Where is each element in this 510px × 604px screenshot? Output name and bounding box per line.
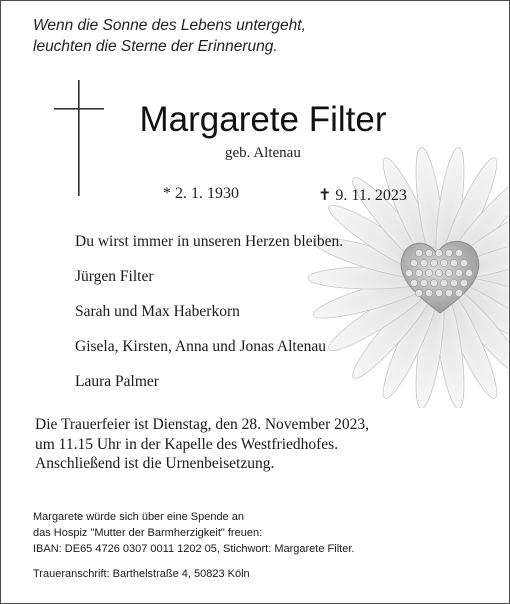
- floret: [440, 259, 447, 266]
- mourner-4: Laura Palmer: [75, 373, 159, 390]
- floret: [435, 249, 442, 256]
- floret: [425, 269, 432, 276]
- floret: [445, 289, 452, 296]
- floret: [445, 269, 452, 276]
- floret: [430, 279, 437, 286]
- floret: [455, 269, 462, 276]
- floret: [435, 289, 442, 296]
- floret: [465, 269, 472, 276]
- floret: [420, 279, 427, 286]
- birth-date: * 2. 1. 1930: [163, 185, 239, 202]
- floret: [435, 269, 442, 276]
- floret: [415, 249, 422, 256]
- floret: [415, 269, 422, 276]
- floret: [410, 279, 417, 286]
- motto-line-2: leuchten die Sterne der Erinnerung.: [33, 38, 278, 55]
- mourner-2: Sarah und Max Haberkorn: [75, 303, 240, 320]
- floret: [440, 279, 447, 286]
- floret: [450, 259, 457, 266]
- donation-info: [33, 509, 354, 557]
- floret: [445, 249, 452, 256]
- mourning-address: Traueranschrift: Barthelstraße 4, 50823 Köln: [33, 568, 250, 580]
- floret: [415, 289, 422, 296]
- farewell-line: Du wirst immer in unseren Herzen bleiben.: [75, 233, 344, 250]
- donation-line-1: Margarete würde sich über eine Spende an: [33, 511, 244, 523]
- floret: [425, 249, 432, 256]
- service-line-2: um 11.15 Uhr in der Kapelle des Westfriedhofes.: [35, 435, 339, 453]
- floret: [405, 269, 412, 276]
- daisy-heart-image: [285, 143, 510, 408]
- death-date: ✝ 9. 11. 2023: [318, 187, 407, 204]
- floret: [455, 249, 462, 256]
- mourner-1: Jürgen Filter: [75, 268, 154, 285]
- floret: [430, 259, 437, 266]
- floret: [410, 259, 417, 266]
- floret: [460, 259, 467, 266]
- floret: [450, 279, 457, 286]
- donation-line-2: das Hospiz "Mutter der Barmherzigkeit" freuen:: [33, 527, 263, 539]
- motto-line-1: Wenn die Sonne des Lebens untergeht,: [33, 17, 306, 34]
- floret: [425, 289, 432, 296]
- maiden-name: geb. Altenau: [225, 145, 301, 161]
- floret: [460, 279, 467, 286]
- service-info: [35, 415, 369, 474]
- donation-line-3: IBAN: DE65 4726 0307 0011 1202 05, Stichwort: Margarete Filter.: [33, 543, 355, 555]
- motto: [33, 15, 306, 57]
- service-line-1: Die Trauerfeier ist Dienstag, den 28. November 2023,: [35, 416, 370, 433]
- floret: [455, 289, 462, 296]
- service-line-3: Anschließend ist die Urnenbeisetzung.: [35, 455, 275, 472]
- mourner-3: Gisela, Kirsten, Anna und Jonas Altenau: [75, 338, 326, 355]
- deceased-name: Margarete Filter: [139, 100, 387, 139]
- floret: [420, 259, 427, 266]
